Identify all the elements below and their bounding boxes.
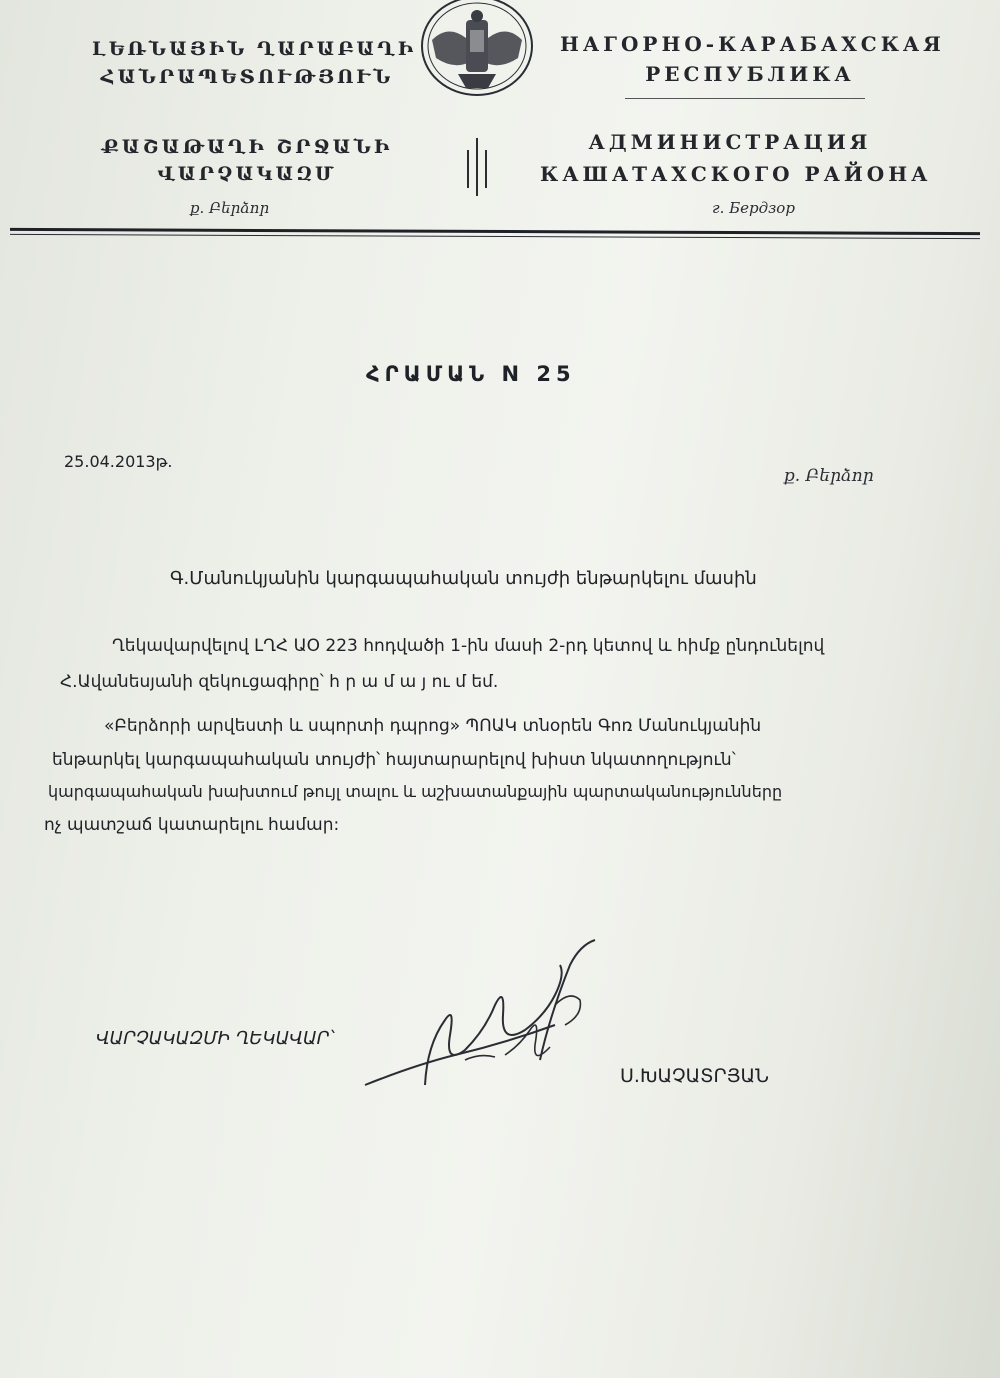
header-right-line3: АДМИНИСТРАЦИЯ [588, 130, 872, 154]
header-right-line4: КАШАТАХСКОГО РАЙОНА [540, 162, 932, 186]
header-rule-thin [10, 234, 980, 239]
header-left-line4: ՎԱՐՉԱԿԱԶՄ [157, 163, 337, 185]
header-left-line3: ՔԱՇԱԹԱՂԻ ՇՐՋԱՆԻ [101, 136, 393, 158]
order-place: ք. Բերձոր [784, 466, 874, 486]
header-right-line2: РЕСПУБЛИКА [645, 62, 855, 86]
header-right-city: г. Бердзор [712, 199, 795, 217]
handwritten-signature [355, 935, 615, 1105]
paragraph2-line3: կարգապահական խախտում թույլ տալու և աշխատանքային պարտականությունները [48, 782, 783, 801]
header-right-underline [625, 98, 865, 99]
paragraph1-line2: Հ.Ավանեսյանի զեկուցագիրը՝ հ ր ա մ ա յ ու մ եմ. [60, 672, 499, 692]
order-subject: Գ.Մանուկյանին կարգապահական տույժի ենթարկելու մասին [170, 568, 757, 589]
coat-of-arms-emblem [418, 0, 536, 98]
header-right-line1: НАГОРНО-КАРАБАХСКАЯ [560, 32, 945, 56]
paragraph2-line1: «Բերձորի արվեստի և սպորտի դպրոց» ՊՈԱԿ տնօրեն Գոռ Մանուկյանին [104, 716, 762, 736]
paragraph2-line2: ենթարկել կարգապահական տույժի՝ հայտարարելով խիստ նկատողություն՝ [52, 750, 736, 770]
header-left-line2: ՀԱՆՐԱՊԵՏՈՒԹՅՈՒՆ [100, 66, 394, 88]
signatory-position: ՎԱՐՉԱԿԱԶՄԻ ՂԵԿԱՎԱՐ՝ [96, 1028, 334, 1049]
paragraph1-line1: Ղեկավարվելով ԼՂՀ ԱՕ 223 հոդվածի 1-ին մասի 2-րդ կետով և հիմք ընդունելով [112, 636, 825, 656]
paragraph2-line4: ոչ պատշաճ կատարելու համար: [44, 815, 340, 835]
order-title: ՀՐԱՄԱՆ N 25 [366, 362, 576, 386]
order-date: 25.04.2013թ. [64, 452, 173, 471]
signatory-name: Ս.ԽԱՉԱՏՐՅԱՆ [620, 1065, 769, 1087]
header-left-line1: ԼԵՌՆԱՅԻՆ ՂԱՐԱԲԱՂԻ [92, 38, 416, 60]
center-divider-marks [462, 130, 492, 200]
header-left-city: ք. Բերձոր [190, 199, 270, 217]
